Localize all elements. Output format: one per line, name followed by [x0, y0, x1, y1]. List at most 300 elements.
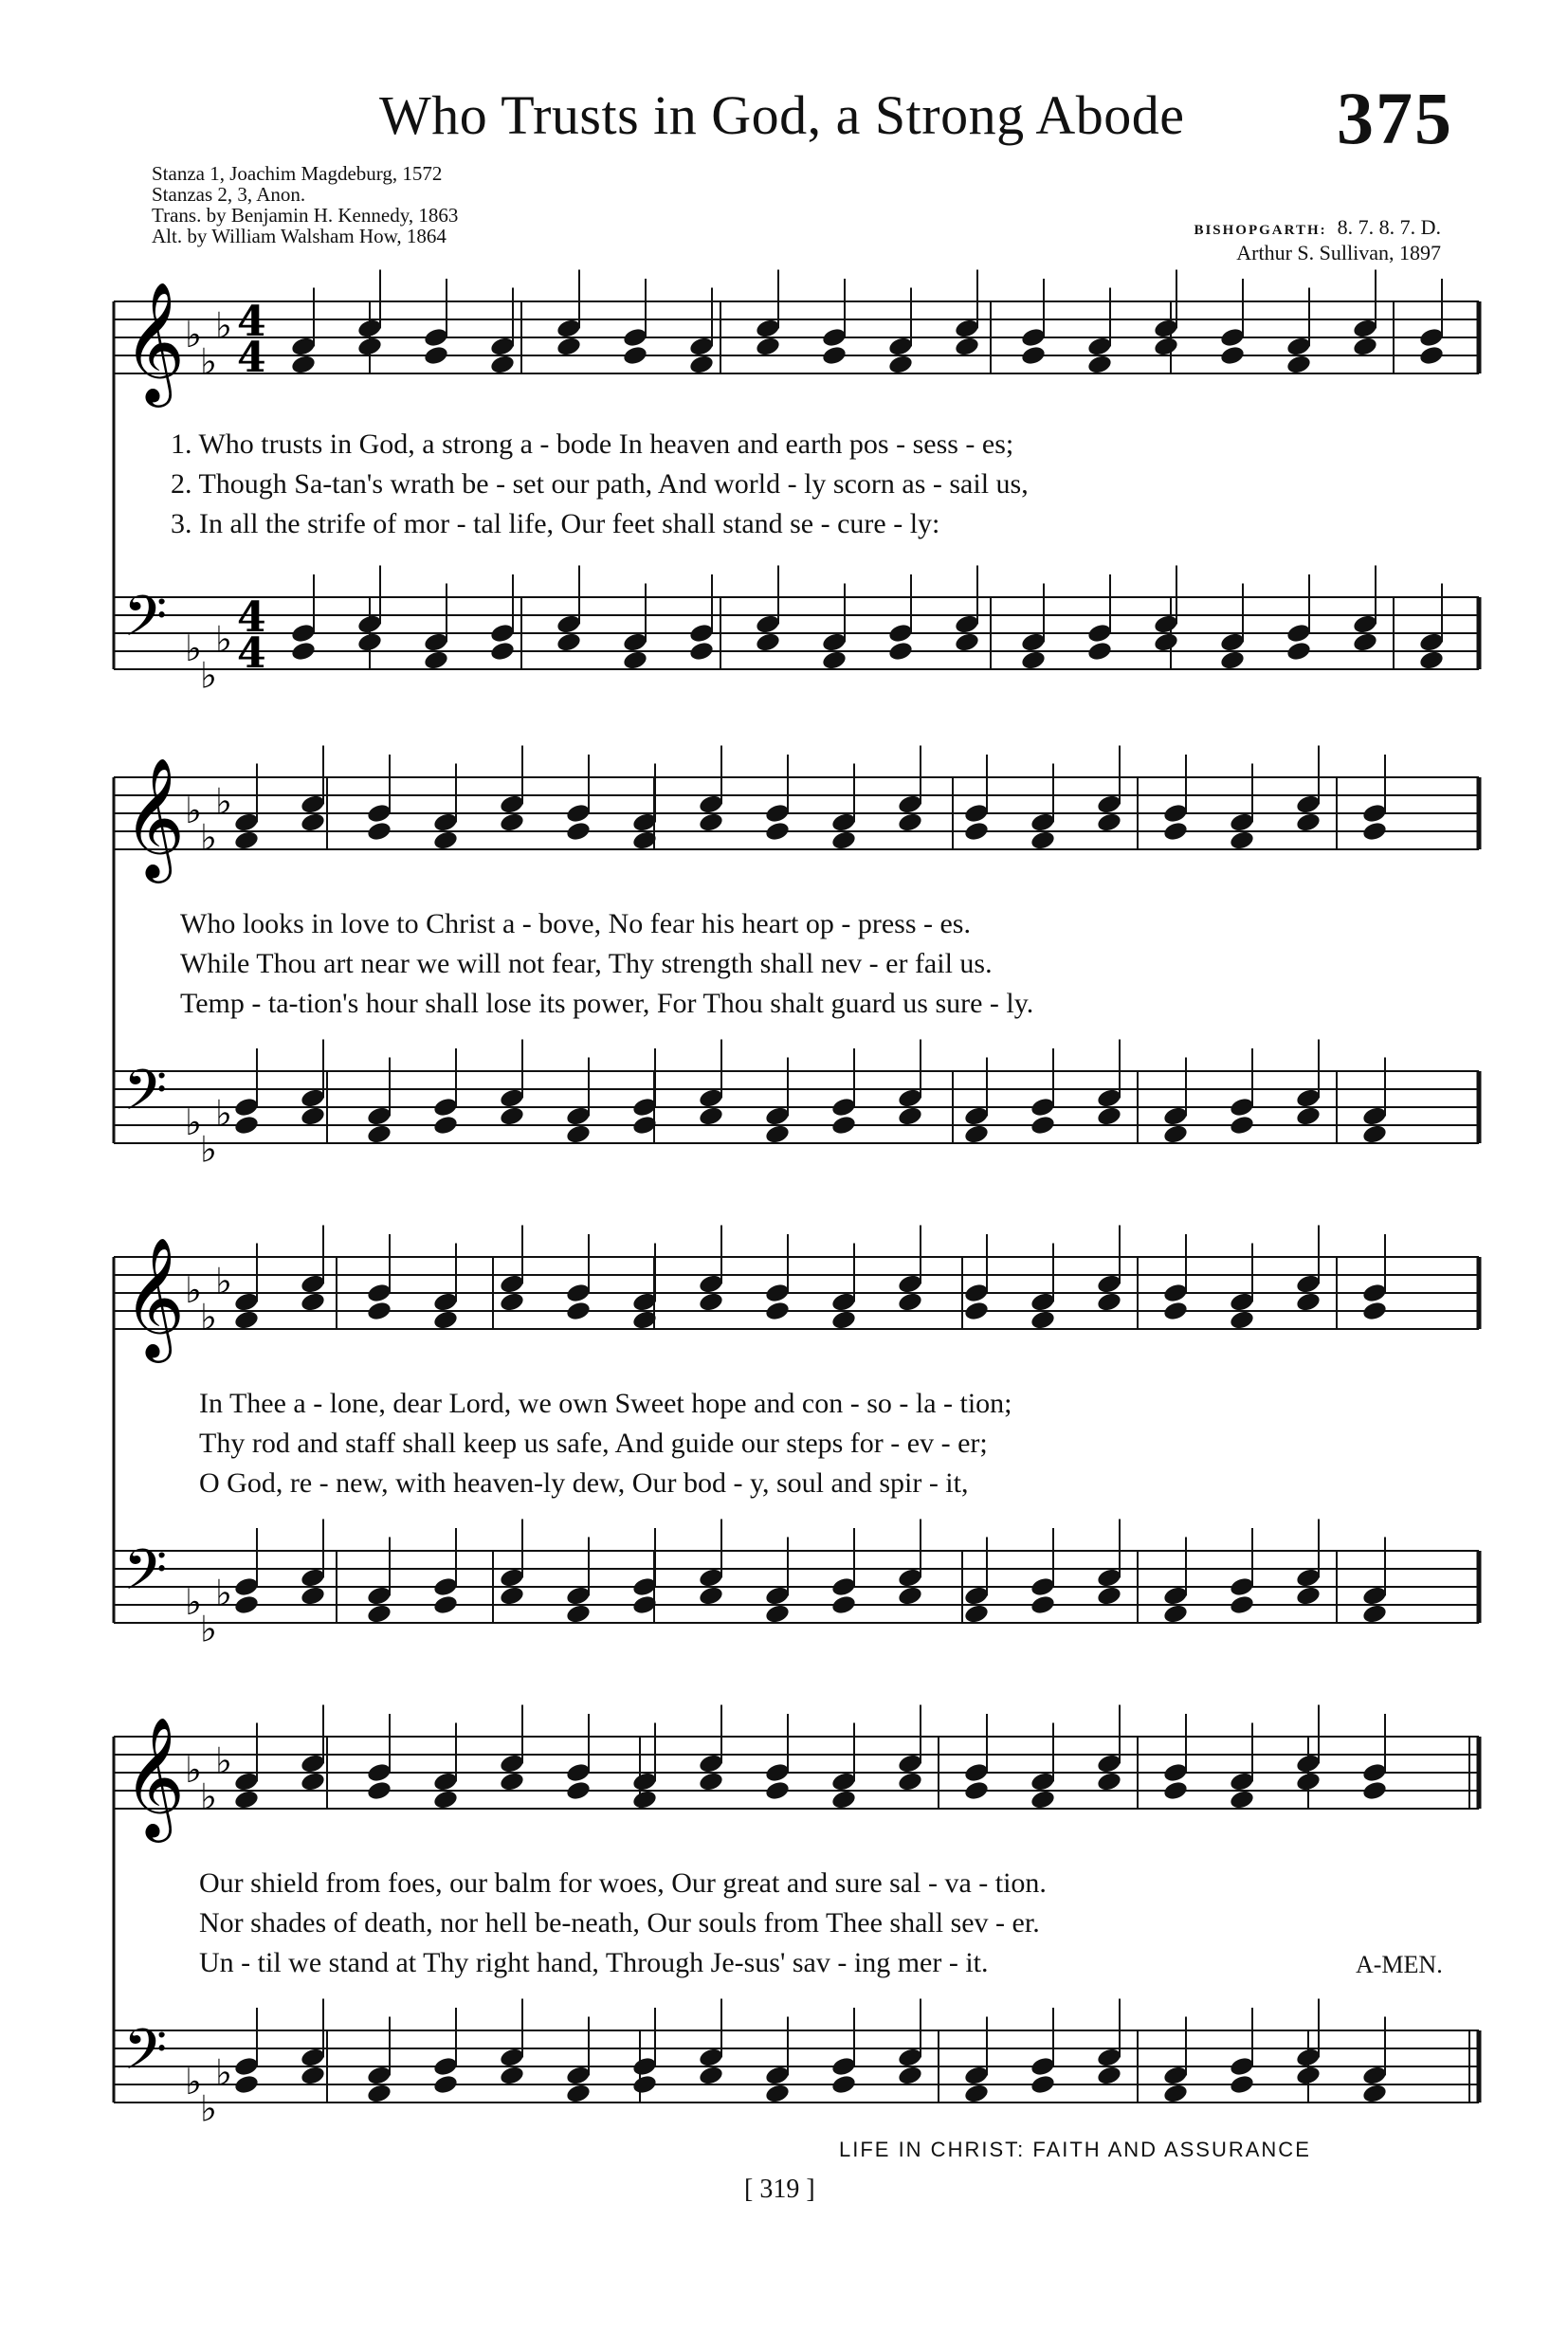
- credit-line: Stanzas 2, 3, Anon.: [152, 183, 306, 206]
- note-head: [300, 2047, 326, 2068]
- note-head: [1361, 1105, 1388, 1127]
- note-head: [830, 1309, 857, 1331]
- flat-icon: ♭: [215, 780, 232, 823]
- flat-icon: ♭: [200, 816, 217, 859]
- note-head: [954, 336, 980, 357]
- flat-icon: ♭: [215, 1092, 232, 1135]
- note-head: [1295, 1273, 1322, 1295]
- note-head: [233, 829, 260, 851]
- lyric-line: Thy rod and staff shall keep us safe, And guide our steps for - ev - er;: [199, 1428, 988, 1459]
- note-head: [1162, 1123, 1189, 1145]
- note-head: [499, 1771, 525, 1793]
- note-head: [1086, 354, 1113, 375]
- note-head: [764, 802, 791, 824]
- note-head: [755, 318, 781, 339]
- note-head: [1361, 2083, 1388, 2104]
- note-head: [1162, 1300, 1189, 1321]
- time-signature: 4: [237, 629, 266, 678]
- lyric-line: In Thee a - lone, dear Lord, we own Sweet hope and con - so - la - tion;: [199, 1388, 1012, 1419]
- note-head: [1162, 1761, 1189, 1783]
- lyric-line: While Thou art near we will not fear, Thy strength shall nev - er fail us.: [180, 948, 993, 979]
- note-head: [1361, 1282, 1388, 1303]
- note-head: [1162, 802, 1189, 824]
- note-head: [1162, 820, 1189, 842]
- note-head: [755, 336, 781, 357]
- note-head: [499, 793, 525, 815]
- note-head: [565, 1779, 592, 1801]
- flat-icon: ♭: [200, 1296, 217, 1338]
- time-signature: 4: [237, 334, 266, 382]
- note-head: [300, 1567, 326, 1589]
- note-head: [954, 318, 980, 339]
- note-head: [233, 1593, 260, 1615]
- note-head: [963, 1603, 990, 1625]
- note-head: [764, 1300, 791, 1321]
- credit-line: Trans. by Benjamin H. Kennedy, 1863: [152, 204, 459, 227]
- section-footer: LIFE IN CHRIST: FAITH AND ASSURANCE: [839, 2138, 1311, 2161]
- note-head: [830, 2073, 857, 2095]
- note-head: [963, 1585, 990, 1607]
- note-head: [688, 336, 715, 357]
- note-head: [565, 1105, 592, 1127]
- note-head: [366, 1105, 392, 1127]
- note-head: [565, 1123, 592, 1145]
- note-head: [1418, 326, 1445, 348]
- note-head: [290, 336, 317, 357]
- note-head: [897, 1087, 923, 1109]
- note-head: [963, 1300, 990, 1321]
- lyric-line: Who looks in love to Christ a - bove, No fear his heart op - press - es.: [180, 908, 971, 939]
- note-head: [764, 1761, 791, 1783]
- flat-icon: ♭: [215, 1572, 232, 1614]
- note-head: [300, 811, 326, 833]
- flat-icon: ♭: [200, 1775, 217, 1818]
- note-head: [432, 2073, 459, 2095]
- note-head: [1030, 1096, 1056, 1118]
- note-head: [830, 811, 857, 833]
- flat-icon: ♭: [215, 618, 232, 661]
- note-head: [1285, 640, 1312, 662]
- note-head: [556, 613, 582, 635]
- note-head: [233, 1575, 260, 1597]
- note-head: [1096, 793, 1122, 815]
- treble-clef-icon: 𝄞: [123, 756, 186, 878]
- note-head: [1352, 336, 1378, 357]
- note-head: [1229, 1771, 1255, 1793]
- note-head: [565, 2065, 592, 2086]
- note-head: [887, 336, 914, 357]
- note-head: [622, 326, 648, 348]
- amen-label: A-MEN.: [1356, 1951, 1443, 1978]
- note-head: [565, 2083, 592, 2104]
- note-head: [1361, 1603, 1388, 1625]
- note-head: [821, 326, 848, 348]
- note-head: [1096, 1753, 1122, 1775]
- note-head: [233, 1114, 260, 1136]
- bass-clef-icon: 𝄢: [123, 1057, 168, 1137]
- note-head: [432, 1771, 459, 1793]
- composer: Arthur S. Sullivan, 1897: [1236, 241, 1441, 264]
- flat-icon: ♭: [185, 628, 202, 669]
- note-head: [300, 1291, 326, 1313]
- note-head: [1162, 1779, 1189, 1801]
- note-head: [432, 1291, 459, 1313]
- note-head: [1285, 354, 1312, 375]
- note-head: [963, 1779, 990, 1801]
- note-head: [897, 1273, 923, 1295]
- note-head: [698, 2065, 724, 2086]
- lyric-line: 1. Who trusts in God, a strong a - bode In heaven and earth pos - sess - es;: [171, 428, 1014, 460]
- note-head: [499, 811, 525, 833]
- note-head: [356, 613, 383, 635]
- flat-icon: ♭: [200, 2087, 217, 2130]
- note-head: [963, 820, 990, 842]
- note-head: [1153, 318, 1179, 339]
- note-head: [290, 640, 317, 662]
- flat-icon: ♭: [185, 314, 202, 355]
- note-head: [290, 354, 317, 375]
- note-head: [830, 2055, 857, 2077]
- note-head: [954, 631, 980, 653]
- note-head: [897, 1105, 923, 1127]
- note-head: [489, 354, 516, 375]
- note-head: [300, 1273, 326, 1295]
- note-head: [356, 336, 383, 357]
- note-head: [423, 649, 449, 671]
- note-head: [1096, 1585, 1122, 1607]
- note-head: [1295, 1753, 1322, 1775]
- time-signature: 4: [237, 298, 266, 346]
- flat-icon: ♭: [200, 1608, 217, 1650]
- lyric-line: 2. Though Sa-tan's wrath be - set our path, And world - ly scorn as - sail us,: [171, 468, 1029, 500]
- note-head: [1030, 1309, 1056, 1331]
- note-head: [1162, 1585, 1189, 1607]
- note-head: [688, 640, 715, 662]
- hymn-title: Who Trusts in God, a Strong Abode: [379, 84, 1185, 146]
- note-head: [233, 1096, 260, 1118]
- note-head: [1229, 1096, 1255, 1118]
- note-head: [1295, 1771, 1322, 1793]
- note-head: [622, 649, 648, 671]
- lyric-line: Temp - ta-tion's hour shall lose its power, For Thou shalt guard us sure - ly.: [180, 988, 1034, 1019]
- note-head: [300, 1087, 326, 1109]
- treble-clef-icon: 𝄞: [123, 281, 186, 402]
- note-head: [698, 1273, 724, 1295]
- note-head: [499, 1567, 525, 1589]
- note-head: [1086, 640, 1113, 662]
- note-head: [830, 1114, 857, 1136]
- note-head: [300, 1771, 326, 1793]
- note-head: [1096, 1087, 1122, 1109]
- note-head: [1030, 1771, 1056, 1793]
- note-head: [1096, 2065, 1122, 2086]
- note-head: [1162, 2083, 1189, 2104]
- note-head: [1020, 631, 1047, 653]
- note-head: [565, 802, 592, 824]
- note-head: [897, 1753, 923, 1775]
- note-head: [366, 802, 392, 824]
- note-head: [764, 820, 791, 842]
- note-head: [489, 640, 516, 662]
- note-head: [499, 1585, 525, 1607]
- note-head: [432, 811, 459, 833]
- note-head: [1219, 326, 1246, 348]
- note-head: [688, 622, 715, 644]
- note-head: [830, 1096, 857, 1118]
- note-head: [1295, 811, 1322, 833]
- note-head: [366, 1761, 392, 1783]
- note-head: [698, 1771, 724, 1793]
- note-head: [499, 1291, 525, 1313]
- note-head: [1229, 1114, 1255, 1136]
- note-head: [300, 1753, 326, 1775]
- note-head: [366, 820, 392, 842]
- note-head: [1295, 2065, 1322, 2086]
- note-head: [1096, 2047, 1122, 2068]
- note-head: [300, 1105, 326, 1127]
- note-head: [1229, 811, 1255, 833]
- note-head: [821, 344, 848, 366]
- note-head: [764, 2065, 791, 2086]
- note-head: [565, 820, 592, 842]
- note-head: [830, 1575, 857, 1597]
- note-head: [290, 622, 317, 644]
- credit-line: Alt. by William Walsham How, 1864: [152, 225, 447, 247]
- note-head: [556, 336, 582, 357]
- note-head: [698, 1753, 724, 1775]
- note-head: [499, 2047, 525, 2068]
- note-head: [764, 1779, 791, 1801]
- note-head: [366, 1585, 392, 1607]
- note-head: [755, 613, 781, 635]
- note-head: [698, 1105, 724, 1127]
- note-head: [897, 1291, 923, 1313]
- note-head: [764, 1282, 791, 1303]
- note-head: [1361, 820, 1388, 842]
- note-head: [1361, 1123, 1388, 1145]
- note-head: [565, 1603, 592, 1625]
- note-head: [622, 344, 648, 366]
- note-head: [300, 2065, 326, 2086]
- note-head: [1030, 1575, 1056, 1597]
- note-head: [432, 1575, 459, 1597]
- note-head: [764, 2083, 791, 2104]
- flat-icon: ♭: [185, 790, 202, 831]
- flat-icon: ♭: [200, 654, 217, 697]
- note-head: [963, 802, 990, 824]
- note-head: [830, 1771, 857, 1793]
- flat-icon: ♭: [185, 1269, 202, 1311]
- treble-clef-icon: 𝄞: [123, 1716, 186, 1837]
- note-head: [1219, 344, 1246, 366]
- note-head: [233, 811, 260, 833]
- note-head: [830, 1593, 857, 1615]
- bass-clef-icon: 𝄢: [123, 1537, 168, 1616]
- note-head: [1229, 2055, 1255, 2077]
- note-head: [963, 1761, 990, 1783]
- note-head: [366, 1779, 392, 1801]
- note-head: [1361, 1779, 1388, 1801]
- note-head: [631, 1789, 658, 1811]
- note-head: [631, 1771, 658, 1793]
- note-head: [963, 1123, 990, 1145]
- note-head: [887, 354, 914, 375]
- note-head: [499, 1105, 525, 1127]
- treble-clef-icon: 𝄞: [123, 1236, 186, 1357]
- note-head: [1229, 1789, 1255, 1811]
- note-head: [1030, 1593, 1056, 1615]
- note-head: [821, 631, 848, 653]
- note-head: [233, 1771, 260, 1793]
- note-head: [1295, 1567, 1322, 1589]
- note-head: [1295, 1585, 1322, 1607]
- note-head: [764, 1585, 791, 1607]
- note-head: [233, 2073, 260, 2095]
- lyric-line: 3. In all the strife of mor - tal life, Our feet shall stand se - cure - ly:: [171, 508, 940, 539]
- note-head: [1361, 802, 1388, 824]
- lyric-line: O God, re - new, with heaven-ly dew, Our bod - y, soul and spir - it,: [199, 1467, 969, 1499]
- note-head: [1096, 1567, 1122, 1589]
- note-head: [432, 829, 459, 851]
- note-head: [300, 1585, 326, 1607]
- bass-clef-icon: 𝄢: [123, 2016, 168, 2096]
- note-head: [1352, 318, 1378, 339]
- note-head: [897, 2047, 923, 2068]
- note-head: [432, 1114, 459, 1136]
- note-head: [954, 613, 980, 635]
- note-head: [1030, 2073, 1056, 2095]
- flat-icon: ♭: [215, 2051, 232, 2094]
- note-head: [1030, 2055, 1056, 2077]
- note-head: [556, 318, 582, 339]
- note-head: [698, 2047, 724, 2068]
- flat-icon: ♭: [215, 1260, 232, 1302]
- note-head: [1030, 1789, 1056, 1811]
- note-head: [1162, 2065, 1189, 2086]
- lyric-line: Our shield from foes, our balm for woes, Our great and sure sal - va - tion.: [199, 1867, 1047, 1899]
- note-head: [963, 1105, 990, 1127]
- lyric-line: Un - til we stand at Thy right hand, Through Je-sus' sav - ing mer - it.: [199, 1947, 989, 1978]
- note-head: [499, 1273, 525, 1295]
- note-head: [1361, 1300, 1388, 1321]
- note-head: [698, 793, 724, 815]
- note-head: [1361, 1761, 1388, 1783]
- note-head: [432, 1309, 459, 1331]
- note-head: [432, 1593, 459, 1615]
- note-head: [897, 1567, 923, 1589]
- flat-icon: ♭: [215, 304, 232, 347]
- note-head: [565, 1585, 592, 1607]
- note-head: [1229, 829, 1255, 851]
- note-head: [1030, 829, 1056, 851]
- note-head: [1219, 631, 1246, 653]
- lyric-line: Nor shades of death, nor hell be-neath, Our souls from Thee shall sev - er.: [199, 1907, 1040, 1939]
- note-head: [1418, 649, 1445, 671]
- note-head: [423, 344, 449, 366]
- note-head: [897, 811, 923, 833]
- note-head: [1229, 1309, 1255, 1331]
- time-signature: 4: [237, 593, 266, 642]
- note-head: [1229, 1575, 1255, 1597]
- note-head: [1418, 344, 1445, 366]
- flat-icon: ♭: [215, 1739, 232, 1782]
- flat-icon: ♭: [185, 1749, 202, 1791]
- note-head: [1352, 613, 1378, 635]
- note-head: [366, 2065, 392, 2086]
- note-head: [1096, 1273, 1122, 1295]
- credit-line: Stanza 1, Joachim Magdeburg, 1572: [152, 162, 443, 185]
- note-head: [688, 354, 715, 375]
- note-head: [631, 2073, 658, 2095]
- note-head: [233, 1309, 260, 1331]
- note-head: [821, 649, 848, 671]
- flat-icon: ♭: [185, 2061, 202, 2102]
- note-head: [1153, 613, 1179, 635]
- note-head: [499, 1087, 525, 1109]
- note-head: [631, 2055, 658, 2077]
- meter: 8. 7. 8. 7. D.: [1337, 215, 1441, 239]
- note-head: [1418, 631, 1445, 653]
- note-head: [1361, 1585, 1388, 1607]
- note-head: [1162, 1105, 1189, 1127]
- note-head: [432, 1096, 459, 1118]
- note-head: [489, 622, 516, 644]
- note-head: [1229, 2073, 1255, 2095]
- note-head: [366, 1123, 392, 1145]
- note-head: [432, 2055, 459, 2077]
- note-head: [1096, 1105, 1122, 1127]
- note-head: [356, 318, 383, 339]
- note-head: [764, 1603, 791, 1625]
- note-head: [1153, 631, 1179, 653]
- note-head: [233, 2055, 260, 2077]
- note-head: [1295, 793, 1322, 815]
- note-head: [1162, 1603, 1189, 1625]
- note-head: [755, 631, 781, 653]
- note-head: [366, 1603, 392, 1625]
- hymn-number: 375: [1337, 77, 1453, 159]
- note-head: [1295, 1087, 1322, 1109]
- note-head: [897, 1771, 923, 1793]
- note-head: [1030, 1291, 1056, 1313]
- note-head: [764, 1105, 791, 1127]
- note-head: [698, 1087, 724, 1109]
- note-head: [897, 1585, 923, 1607]
- note-head: [1096, 1291, 1122, 1313]
- note-head: [887, 640, 914, 662]
- note-head: [423, 326, 449, 348]
- note-head: [897, 2065, 923, 2086]
- note-head: [366, 1300, 392, 1321]
- note-head: [1219, 649, 1246, 671]
- note-head: [1020, 326, 1047, 348]
- note-head: [565, 1761, 592, 1783]
- note-head: [1295, 1105, 1322, 1127]
- note-head: [1295, 1291, 1322, 1313]
- note-head: [1020, 344, 1047, 366]
- note-head: [963, 2083, 990, 2104]
- note-head: [556, 631, 582, 653]
- note-head: [963, 1282, 990, 1303]
- note-head: [1086, 336, 1113, 357]
- note-head: [897, 793, 923, 815]
- note-head: [698, 1291, 724, 1313]
- note-head: [1096, 1771, 1122, 1793]
- note-head: [565, 1300, 592, 1321]
- note-head: [698, 1567, 724, 1589]
- flat-icon: ♭: [200, 340, 217, 383]
- note-head: [1229, 1593, 1255, 1615]
